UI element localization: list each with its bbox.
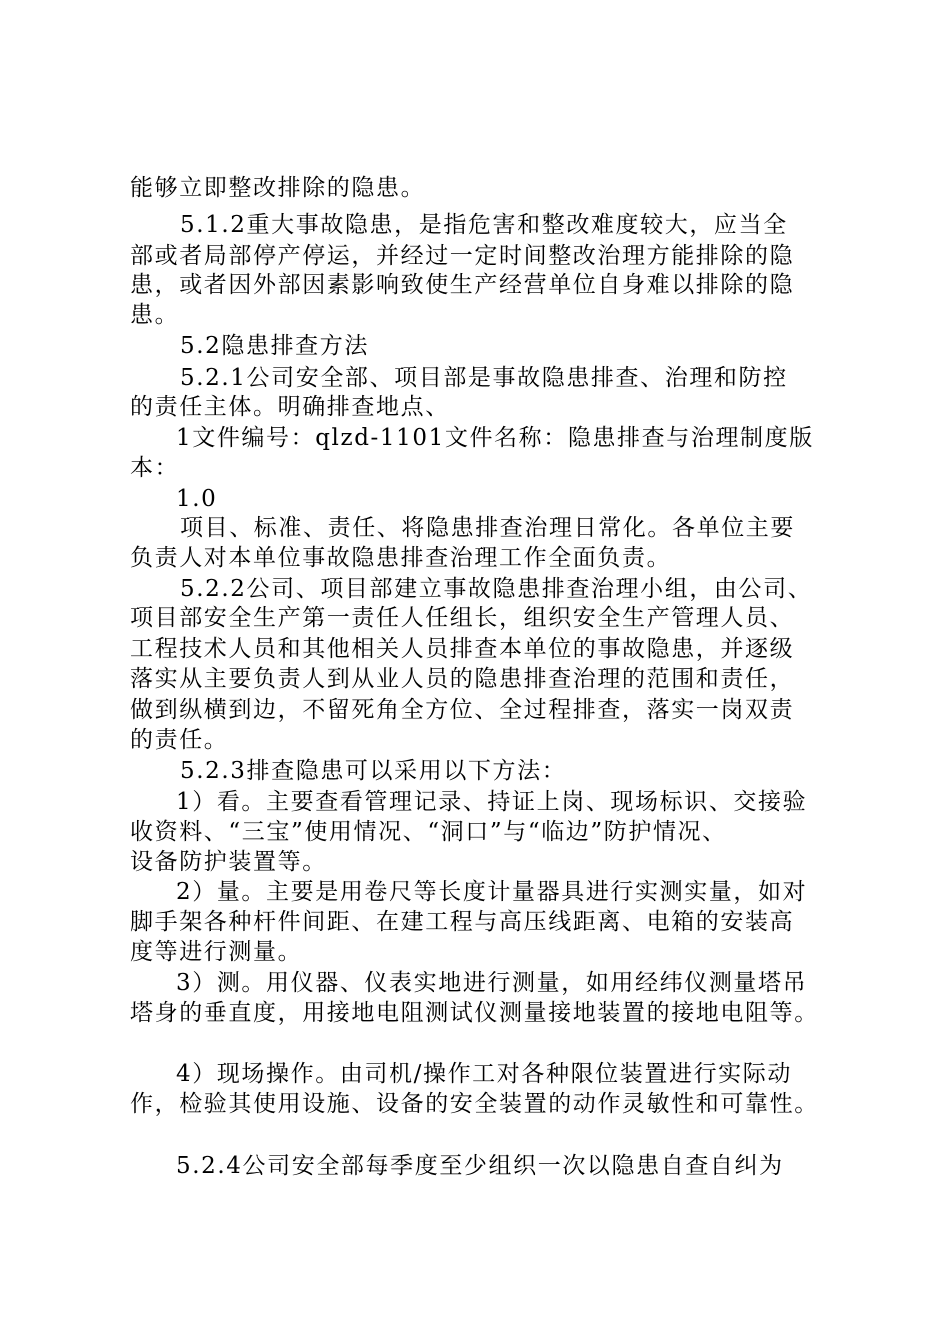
version-number: 1.0: [176, 486, 218, 512]
text-line: 的责任主体。明确排查地点、: [130, 394, 450, 420]
text-line: 的责任。: [130, 727, 229, 753]
section-5-2-heading: 5.2隐患排查方法: [180, 333, 369, 359]
list-item-measure: 2）量。主要是用卷尺等长度计量器具进行实测实量，如对: [176, 879, 808, 905]
text-line: 脚手架各种杆件间距、在建工程与高压线距离、电箱的安装高: [130, 909, 795, 935]
list-item-operate: 4）现场操作。由司机/操作工对各种限位装置进行实际动: [176, 1061, 792, 1087]
text-line: 部或者局部停产停运，并经过一定时间整改治理方能排除的隐: [130, 243, 795, 269]
section-5-2-1-paragraph: 5.2.1公司安全部、项目部是事故隐患排查、治理和防控: [180, 365, 788, 391]
text-line: 能够立即整改排除的隐患。: [130, 175, 426, 201]
page-header-file-info: 1文件编号：qlzd-1101文件名称：隐患排查与治理制度版: [176, 425, 814, 451]
text-line: 塔身的垂直度，用接地电阻测试仪测量接地装置的接地电阻等。: [130, 1000, 819, 1026]
text-line: 项目、标准、责任、将隐患排查治理日常化。各单位主要: [180, 515, 795, 541]
text-line: 作，检验其使用设施、设备的安全装置的动作灵敏性和可靠性。: [130, 1091, 819, 1117]
text-line: 项目部安全生产第一责任人任组长，组织安全生产管理人员、: [130, 605, 795, 631]
text-line: 患，或者因外部因素影响致使生产经营单位自身难以排除的隐: [130, 272, 795, 298]
section-5-1-2-paragraph: 5.1.2重大事故隐患，是指危害和整改难度较大，应当全: [180, 212, 788, 238]
text-line: 做到纵横到边，不留死角全方位、全过程排查，落实一岗双责: [130, 697, 795, 723]
text-line: 设备防护装置等。: [130, 849, 327, 875]
list-item-look: 1）看。主要查看管理记录、持证上岗、现场标识、交接验: [176, 789, 808, 815]
text-line: 本：: [130, 455, 180, 481]
text-line: 负责人对本单位事故隐患排查治理工作全面负责。: [130, 545, 672, 571]
section-5-2-4-paragraph: 5.2.4公司安全部每季度至少组织一次以隐患自查自纠为: [176, 1153, 784, 1179]
text-line: 度等进行测量。: [130, 939, 303, 965]
text-line: 工程技术人员和其他相关人员排查本单位的事故隐患，并逐级: [130, 636, 795, 662]
list-item-test: 3）测。用仪器、仪表实地进行测量，如用经纬仪测量塔吊: [176, 970, 808, 996]
section-5-2-2-paragraph: 5.2.2公司、项目部建立事故隐患排查治理小组，由公司、: [180, 576, 813, 602]
text-line: 收资料、“三宝”使用情况、“洞口”与“临边”防护情况、: [130, 819, 727, 845]
text-line: 患。: [130, 302, 180, 328]
section-5-2-3-paragraph: 5.2.3排查隐患可以采用以下方法：: [180, 758, 567, 784]
text-line: 落实从主要负责人到从业人员的隐患排查治理的范围和责任，: [130, 666, 795, 692]
